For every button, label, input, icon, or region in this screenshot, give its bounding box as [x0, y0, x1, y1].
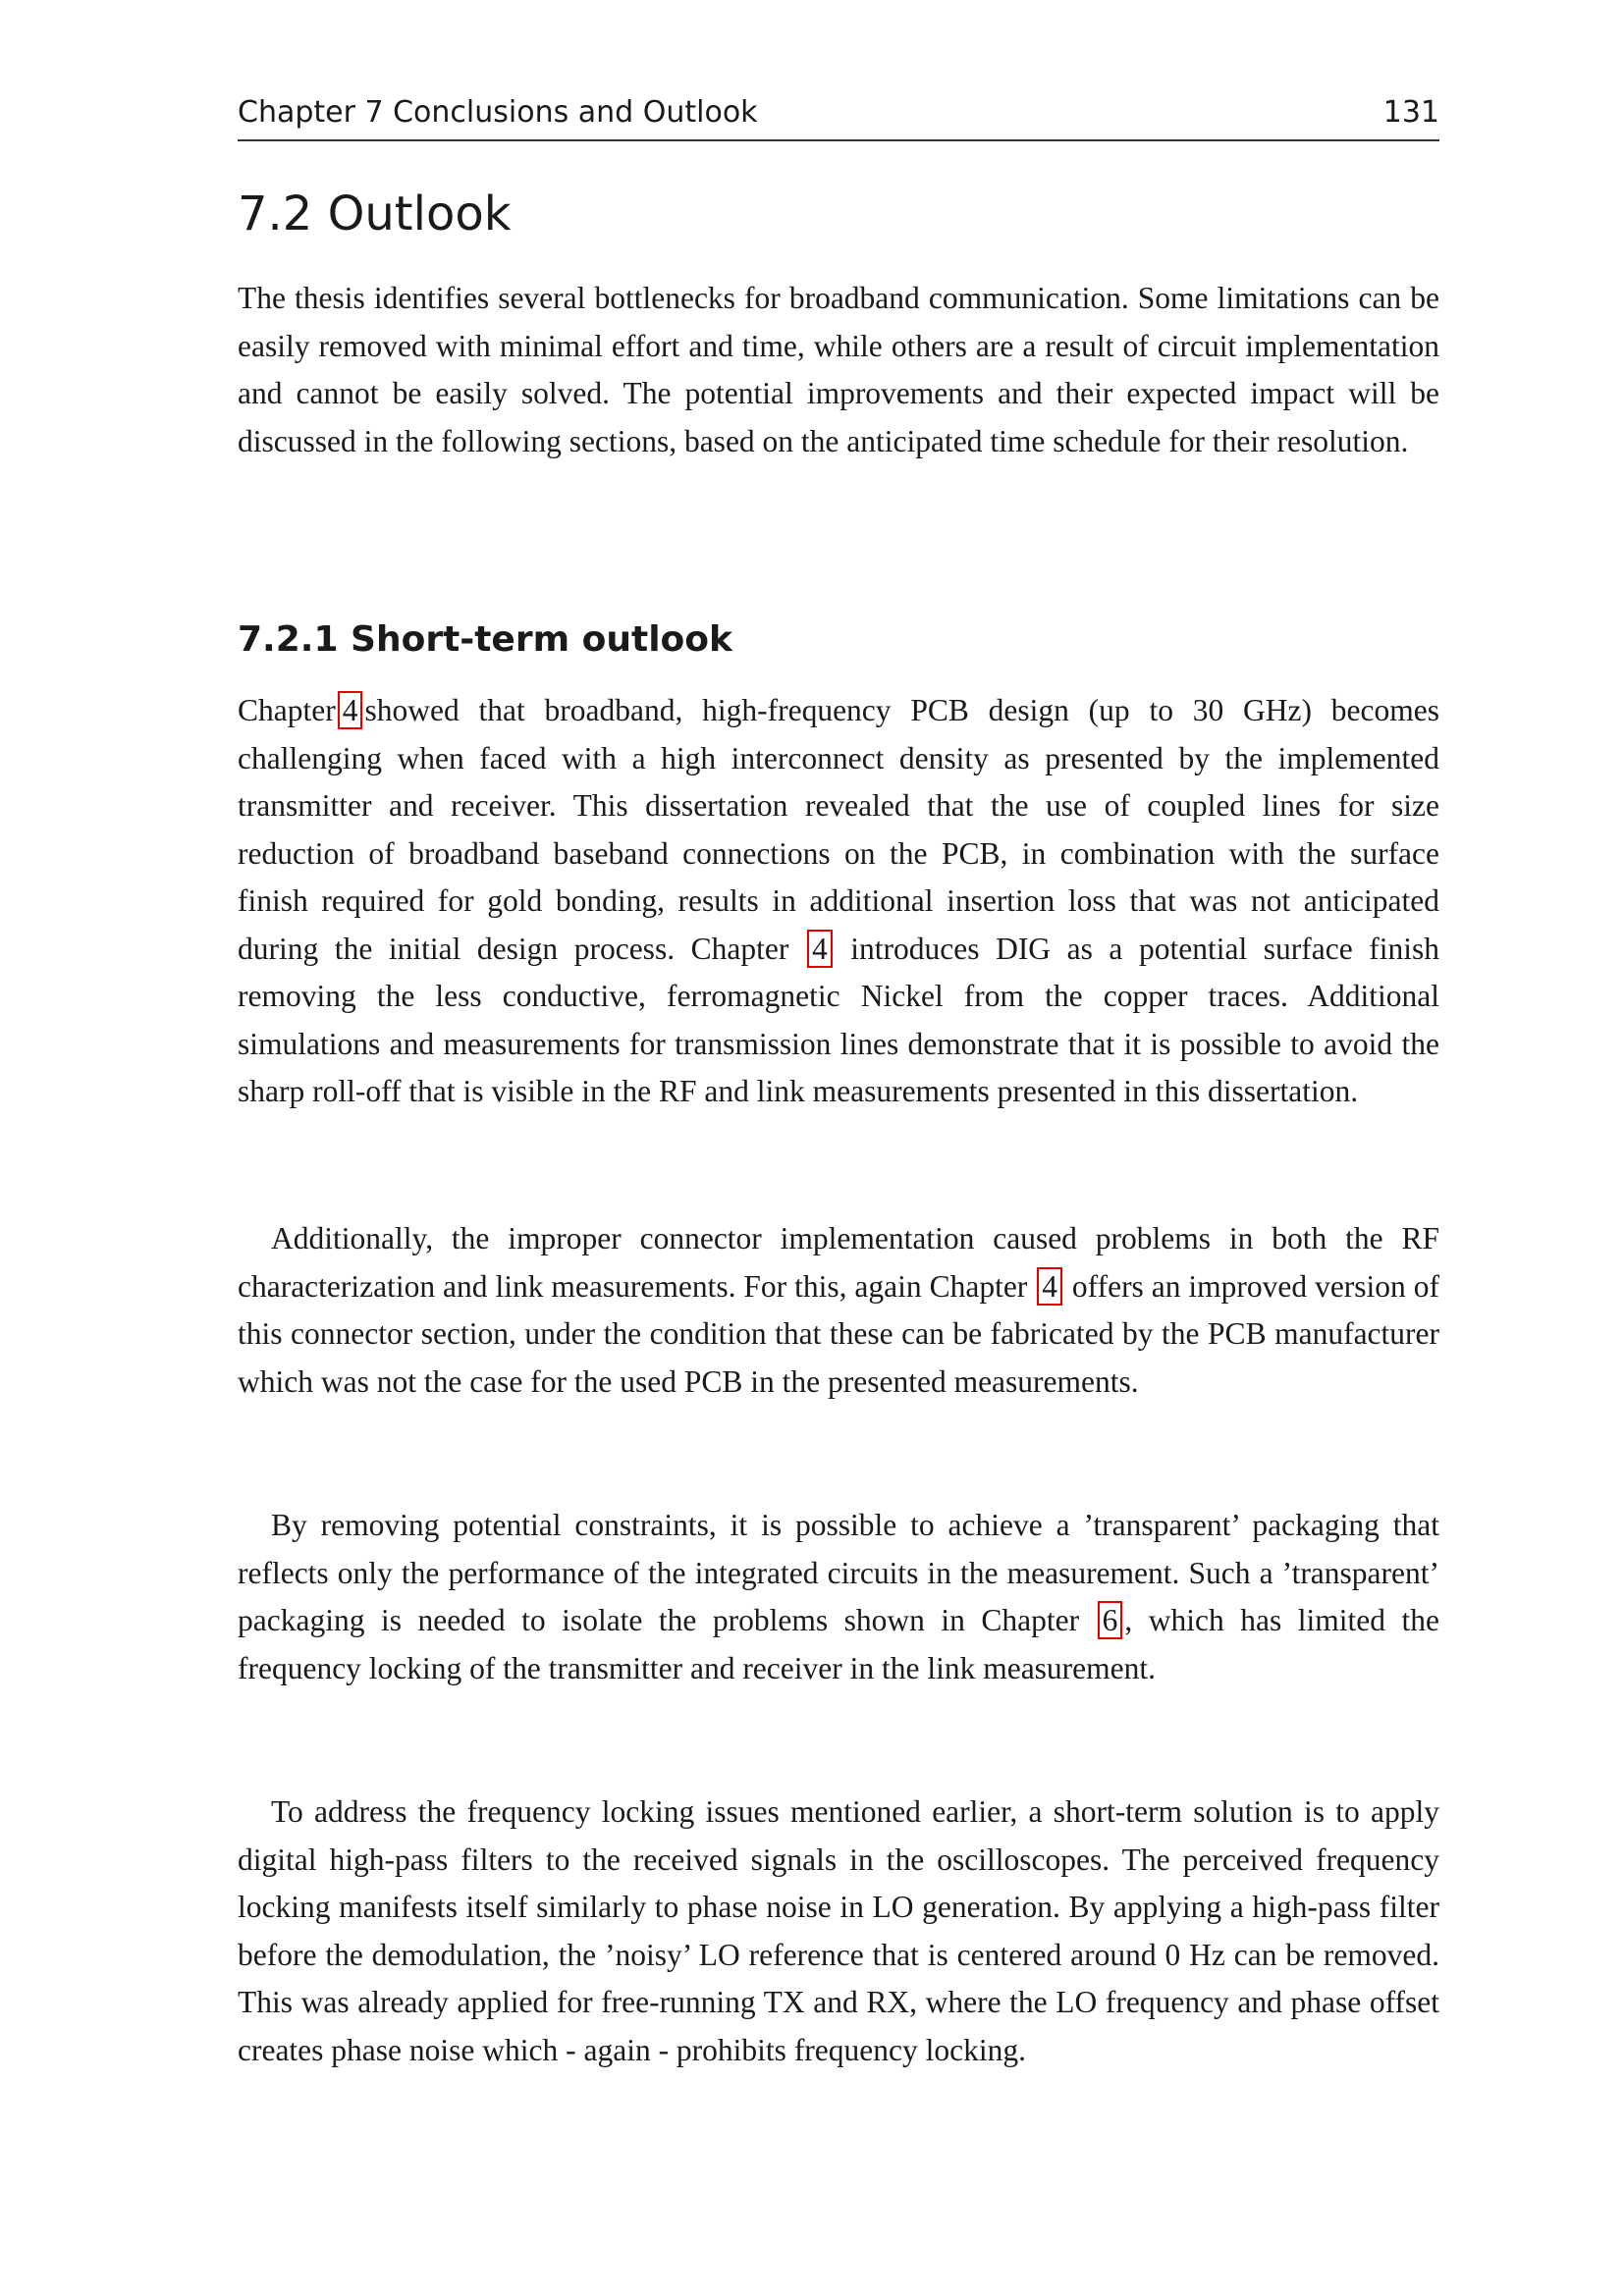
chapter-ref-link[interactable]: 4: [1037, 1267, 1062, 1306]
chapter-title: Chapter 7 Conclusions and Outlook: [238, 95, 758, 130]
chapter-ref-link[interactable]: 6: [1098, 1601, 1123, 1639]
text-span: , which has limited the frequency locking of the transmitter and receiver in the link measurement.: [238, 1603, 1440, 1685]
text-span: showed that broadband, high-frequency PCB design (up to 30 GHz) becomes challenging when faced with a high interconnect density as presented by the implemented transmitter and receiver. This dissertation revealed that the use of coupled lines for size reduction of broadband baseband connections on the PCB, in combination with the surface finish required for gold bonding, results in additional insertion loss that was not anticipated during the initial design process. Chapter: [238, 693, 1439, 966]
paragraph-pcb-design: [238, 687, 1439, 1116]
paragraph-connector: [238, 1215, 1439, 1406]
text-span: By removing potential constraints, it is possible to achieve a ’transparent’ packaging that reflects only the performance of the integrated circuits in the measurement. Such a ’transparent’ packaging is needed to isolate the problems shown in Chapter: [238, 1508, 1439, 1637]
page-number: 131: [1382, 95, 1439, 130]
chapter-ref-link[interactable]: 4: [807, 930, 833, 968]
paragraph-frequency-locking: To address the frequency locking issues mentioned earlier, a short-term solution is to apply digital high-pass filters to the received signals in the oscilloscopes. The perceived frequency locking manifests itself similarly to phase noise in LO generation. By applying a high-pass filter before the demodulation, the ’noisy’ LO reference that is centered around 0 Hz can be removed. This was already applied for free-running TX and RX, where the LO frequency and phase offset creates phase noise which - again - prohibits frequency locking.: [238, 1794, 1439, 2067]
intro-paragraph: The thesis identifies several bottlenecks for broadband communication. Some limitations can be easily removed with minimal effort and time, while others are a result of circuit implementation and cannot be easily solved. The potential improvements and their expected impact will be discussed in the following sections, based on the anticipated time schedule for their resolution.: [238, 281, 1439, 458]
text-span: Chapter: [238, 693, 336, 727]
text-span: offers an improved version of this connector section, under the condition that these can be fabricated by the PCB manufacturer which was not the case for the used PCB in the presented measurements.: [238, 1268, 1439, 1399]
text-span: Additionally, the improper connector implementation caused problems in both the RF characterization and link measurements. For this, again Chapter: [238, 1221, 1439, 1304]
subsection-title: 7.2.1 Short-term outlook: [238, 619, 732, 660]
section-title: 7.2 Outlook: [238, 187, 512, 241]
paragraph-transparent-packaging: [238, 1502, 1439, 1692]
running-head: [238, 90, 1439, 141]
text-span: introduces DIG as a potential surface finish removing the less conductive, ferromagnetic Nickel from the copper traces. Additional simulations and measurements for transmission lines demonstrate that it is possible to avoid the sharp roll-off that is visible in the RF and link measurements presented in this dissertation.: [238, 931, 1440, 1108]
chapter-ref-link[interactable]: 4: [338, 691, 363, 729]
